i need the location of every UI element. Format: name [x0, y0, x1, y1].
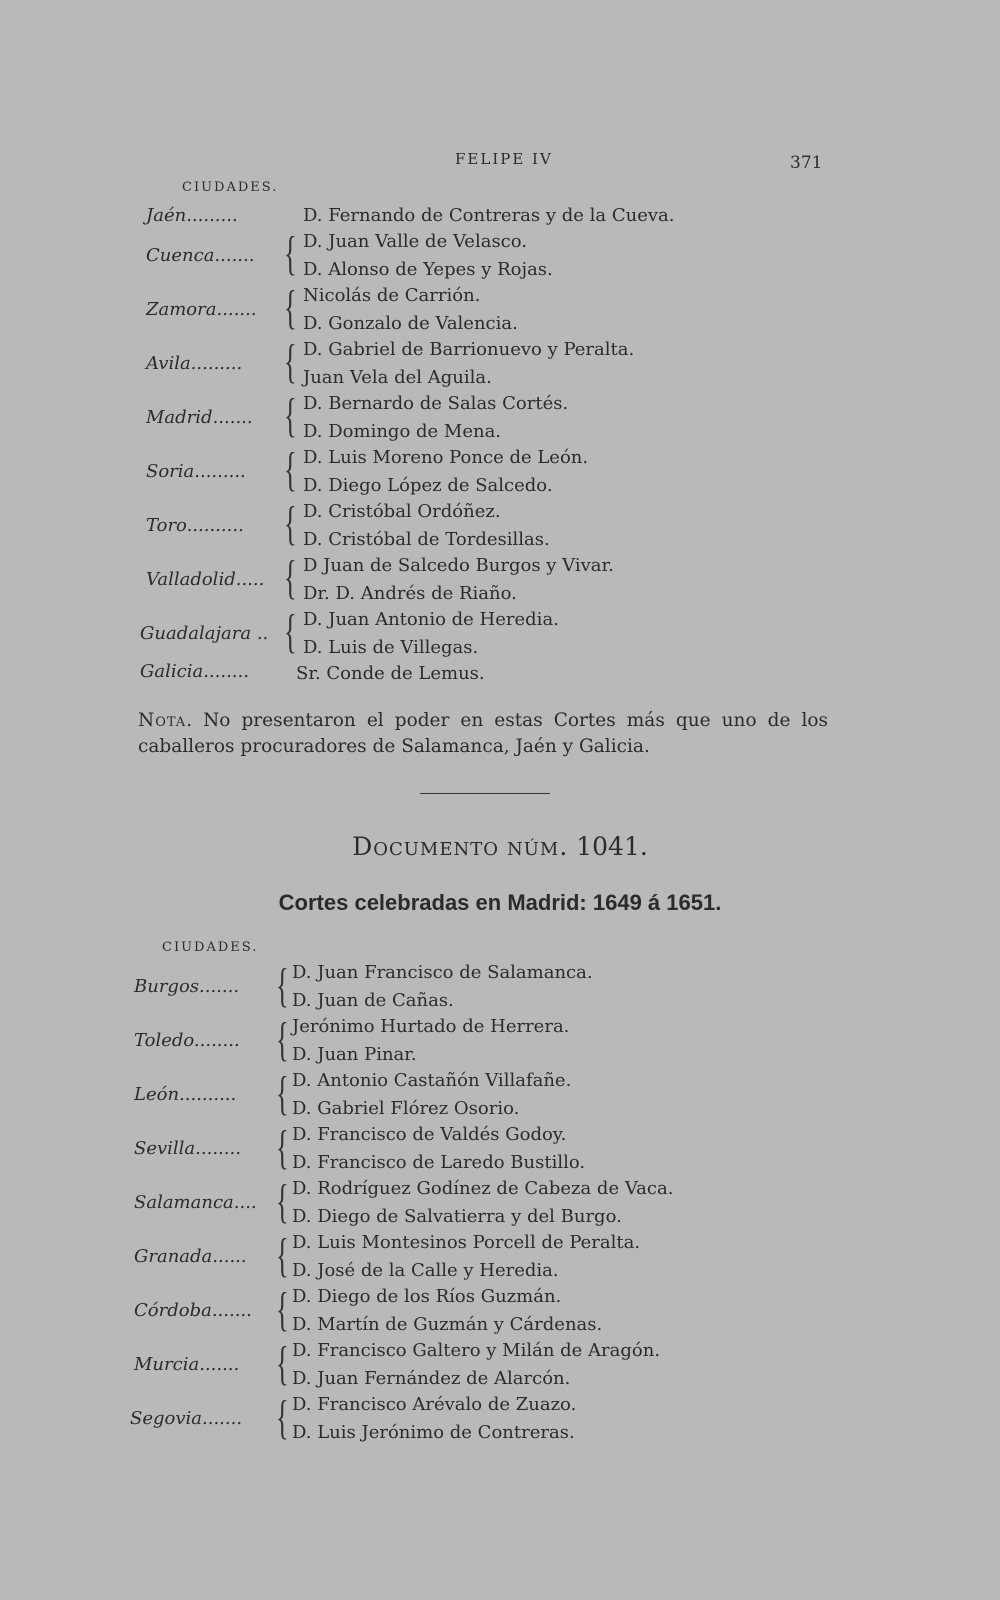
procurador-name: D. Juan Antonio de Heredia.: [303, 609, 559, 630]
document-number: 1041.: [576, 832, 648, 861]
procurador-name: D. Juan Valle de Velasco.: [303, 231, 527, 252]
city-name: Toro..........: [146, 515, 244, 536]
separator-rule: [420, 793, 550, 794]
city-name: Guadalajara ..: [140, 623, 269, 644]
section-label: CIUDADES.: [182, 180, 279, 195]
procurador-name: D. Diego de Salvatierra y del Burgo.: [292, 1206, 622, 1227]
page-number: 371: [790, 153, 823, 173]
city-name: Burgos.......: [134, 976, 240, 997]
brace-glyph: {: [276, 1067, 289, 1120]
city-name: Segovia.......: [130, 1408, 243, 1429]
cortes-heading: Cortes celebradas en Madrid: 1649 á 1651.: [278, 890, 722, 915]
brace-glyph: {: [276, 959, 289, 1012]
procurador-name: D. Luis Montesinos Porcell de Peralta.: [292, 1232, 641, 1253]
procurador-name: D. Luis Moreno Ponce de León.: [303, 447, 589, 468]
city-list-1: [0, 205, 1000, 684]
city-name: Cuenca.......: [146, 245, 255, 266]
city-name: Soria.........: [146, 461, 246, 482]
procurador-name: D. Cristóbal de Tordesillas.: [303, 529, 550, 550]
procurador-name: D. Gabriel Flórez Osorio.: [292, 1098, 520, 1119]
city-name: Sevilla........: [134, 1138, 241, 1159]
procurador-name: D. Luis Jerónimo de Contreras.: [292, 1422, 575, 1443]
procurador-name: D. Juan de Cañas.: [292, 990, 454, 1011]
city-name: Galicia........: [140, 661, 249, 682]
brace-glyph: {: [276, 1013, 289, 1066]
city-name: Granada......: [134, 1246, 247, 1267]
procurador-name: Nicolás de Carrión.: [303, 285, 481, 306]
running-title: FELIPE IV: [455, 150, 553, 168]
procurador-name: Jerónimo Hurtado de Herrera.: [292, 1016, 570, 1037]
brace-glyph: {: [284, 281, 297, 334]
procurador-name: D. Juan Pinar.: [292, 1044, 417, 1065]
city-list-2: [0, 959, 1000, 1452]
nota-label: Nota.: [138, 710, 194, 731]
brace-glyph: {: [284, 497, 297, 550]
procurador-name: D. Bernardo de Salas Cortés.: [303, 393, 569, 414]
document-heading: [0, 832, 1000, 861]
procurador-name: D. Cristóbal Ordóñez.: [303, 501, 501, 522]
procurador-name: D. Diego López de Salcedo.: [303, 475, 553, 496]
section-label: CIUDADES.: [162, 940, 259, 955]
nota-paragraph: [138, 708, 828, 760]
city-name: Murcia.......: [134, 1354, 240, 1375]
brace-glyph: {: [276, 1229, 289, 1282]
city-name: Salamanca....: [134, 1192, 257, 1213]
city-name: Valladolid.....: [146, 569, 265, 590]
document-word: Documento: [352, 832, 500, 861]
brace-glyph: {: [276, 1283, 289, 1336]
document-num: núm.: [506, 832, 569, 861]
procurador-name: D. Francisco de Laredo Bustillo.: [292, 1152, 586, 1173]
brace-glyph: {: [284, 551, 297, 604]
brace-glyph: {: [276, 1121, 289, 1174]
procurador-name: D. Francisco Arévalo de Zuazo.: [292, 1394, 577, 1415]
procurador-name: D. Juan Fernández de Alarcón.: [292, 1368, 571, 1389]
brace-glyph: {: [284, 227, 297, 280]
procurador-name: D. Luis de Villegas.: [303, 637, 479, 658]
city-name: Toledo........: [134, 1030, 240, 1051]
procurador-name: D. Fernando de Contreras y de la Cueva.: [303, 205, 675, 226]
procurador-name: D Juan de Salcedo Burgos y Vivar.: [303, 555, 614, 576]
city-name: León..........: [134, 1084, 237, 1105]
procurador-name: D. José de la Calle y Heredia.: [292, 1260, 559, 1281]
procurador-name: D. Alonso de Yepes y Rojas.: [303, 259, 553, 280]
procurador-name: D. Gonzalo de Valencia.: [303, 313, 518, 334]
city-name: Córdoba.......: [134, 1300, 252, 1321]
city-name: Avila.........: [146, 353, 243, 374]
brace-glyph: {: [276, 1175, 289, 1228]
procurador-name: D. Martín de Guzmán y Cárdenas.: [292, 1314, 603, 1335]
procurador-name: D. Francisco Galtero y Milán de Aragón.: [292, 1340, 661, 1361]
city-name: Jaén.........: [146, 205, 238, 226]
brace-glyph: {: [284, 443, 297, 496]
procurador-name: Dr. D. Andrés de Riaño.: [303, 583, 517, 604]
procurador-name: D. Domingo de Mena.: [303, 421, 502, 442]
procurador-name: D. Gabriel de Barrionuevo y Peralta.: [303, 339, 635, 360]
city-name: Madrid.......: [146, 407, 253, 428]
city-name: Zamora.......: [146, 299, 257, 320]
procurador-name: Sr. Conde de Lemus.: [296, 663, 485, 684]
nota-text: No presentaron el poder en estas Cortes más que uno de los caballeros procuradores de Salamanca, Jaén y Galicia.: [138, 710, 828, 757]
brace-glyph: {: [284, 389, 297, 442]
brace-glyph: {: [276, 1337, 289, 1390]
brace-glyph: {: [284, 335, 297, 388]
procurador-name: D. Antonio Castañón Villafañe.: [292, 1070, 572, 1091]
brace-glyph: {: [284, 605, 297, 658]
procurador-name: D. Rodríguez Godínez de Cabeza de Vaca.: [292, 1178, 674, 1199]
brace-glyph: {: [276, 1391, 289, 1444]
procurador-name: Juan Vela del Aguila.: [303, 367, 492, 388]
procurador-name: D. Juan Francisco de Salamanca.: [292, 962, 593, 983]
procurador-name: D. Francisco de Valdés Godoy.: [292, 1124, 567, 1145]
procurador-name: D. Diego de los Ríos Guzmán.: [292, 1286, 562, 1307]
